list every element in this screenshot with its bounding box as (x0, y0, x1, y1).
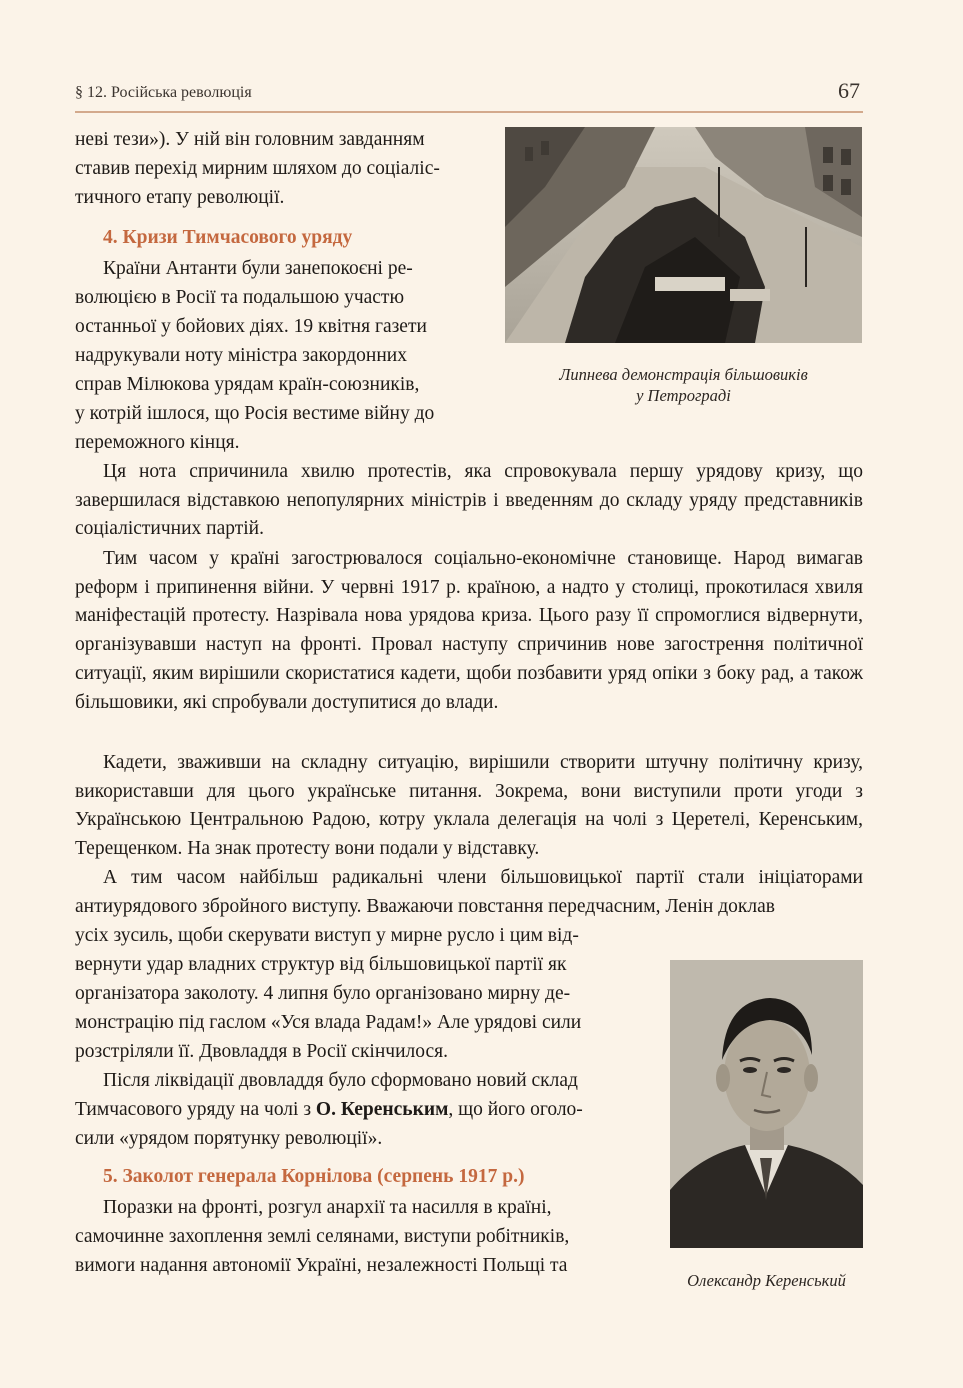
paragraph: А тим часом найбільш радикальні члени більшовицької партії стали ініціаторами антиурядового збройного виступу. Вважаючи повстання передчасним, Ленін доклав (75, 867, 863, 917)
text-line: волюцією в Росії та подальшою участю (75, 287, 405, 308)
photo-caption-line: Липнева демонстрація більшовиків (559, 365, 808, 384)
text-line: Поразки на фронті, розгул анархії та насилля в країні, (103, 1197, 552, 1218)
demonstration-photo (505, 127, 862, 343)
text-line: вимоги надання автономії Україні, незалежності Польщі та (75, 1255, 568, 1276)
text-line: тичного етапу революції. (75, 187, 285, 208)
paragraph: Тим часом у країні загострювалося соціально-економічне становище. Народ вимагав реформ і припинення війни. У червні 1917 р. країною, а надто у столиці, прокотилася хвиля маніфестацій протесту. Назрівала нова урядова криза. Цього разу її спромоглися відвернути, організувавши наступ на фронті. Провал наступу спричинив нове загострення політичної ситуації, яким вирішили скористатися кадети, щоби позбавити уряд опіки з боку рад, а також більшовики, які спробували доступитися до влади. (75, 548, 863, 713)
portrait-caption: Олександр Керенський (687, 1271, 846, 1290)
text-line: самочинне захоплення землі селянами, виступи робітників, (75, 1226, 570, 1247)
paragraph: Кадети, зваживши на складну ситуацію, вирішили створити штучну політичну кризу, використавши для цього українське питання. Зокрема, вони виступили проти угоди з Українською Центральною Радою, котру уклала делегація на чолі з Церетелі, Керенським, Терещенком. На знак протесту вони подали у відставку. (75, 752, 863, 860)
text-line (75, 1096, 583, 1125)
text-run: Тимчасового уряду на чолі з (75, 1099, 316, 1120)
text-line: організатора заколоту. 4 липня було організовано мирну де- (75, 983, 571, 1004)
page-number: 67 (838, 78, 860, 103)
section-heading-4: 4. Кризи Тимчасового уряду (103, 227, 353, 248)
text-line: переможного кінця. (75, 432, 240, 453)
text-run: , що його оголо- (448, 1099, 583, 1120)
photo-caption-line: у Петрограді (636, 386, 731, 405)
bold-name: О. Керенським (315, 1099, 449, 1120)
kerensky-portrait (670, 960, 863, 1248)
text-line: усіх зусиль, щоби скерувати виступ у мирне русло і цим від- (75, 925, 579, 946)
running-head: § 12. Російська революція (75, 84, 252, 101)
header-divider (75, 111, 863, 113)
section-heading-5: 5. Заколот генерала Корнілова (серпень 1917 р.) (103, 1166, 525, 1187)
text-line: ставив перехід мирним шляхом до соціаліс- (75, 158, 440, 179)
text-line: неві тези»). У ній він головним завданням (75, 129, 425, 150)
text-line: надрукували ноту міністра закордонних (75, 345, 407, 366)
text-line: останньої у бойових діях. 19 квітня газети (75, 316, 427, 337)
text-line: Після ліквідації двовладдя було сформовано новий склад (103, 1070, 578, 1091)
text-line: сили «урядом порятунку революції». (75, 1128, 383, 1149)
text-line: вернути удар владних структур від більшовицької партії як (75, 954, 567, 975)
text-line: справ Мілюкова урядам країн-союзників, (75, 374, 420, 395)
text-line: розстріляли її. Двовладдя в Росії скінчилося. (75, 1041, 448, 1062)
text-line: монстрацію під гаслом «Уся влада Радам!» Але урядові сили (75, 1012, 582, 1033)
paragraph: Ця нота спричинила хвилю протестів, яка спровокувала першу урядову кризу, що завершилася відставкою непопулярних міністрів і введенням до складу уряду представників соціалістичних партій. (75, 461, 863, 540)
text-line: у котрій ішлося, що Росія вестиме війну до (75, 403, 435, 424)
text-line: Країни Антанти були занепокоєні ре- (103, 258, 413, 279)
